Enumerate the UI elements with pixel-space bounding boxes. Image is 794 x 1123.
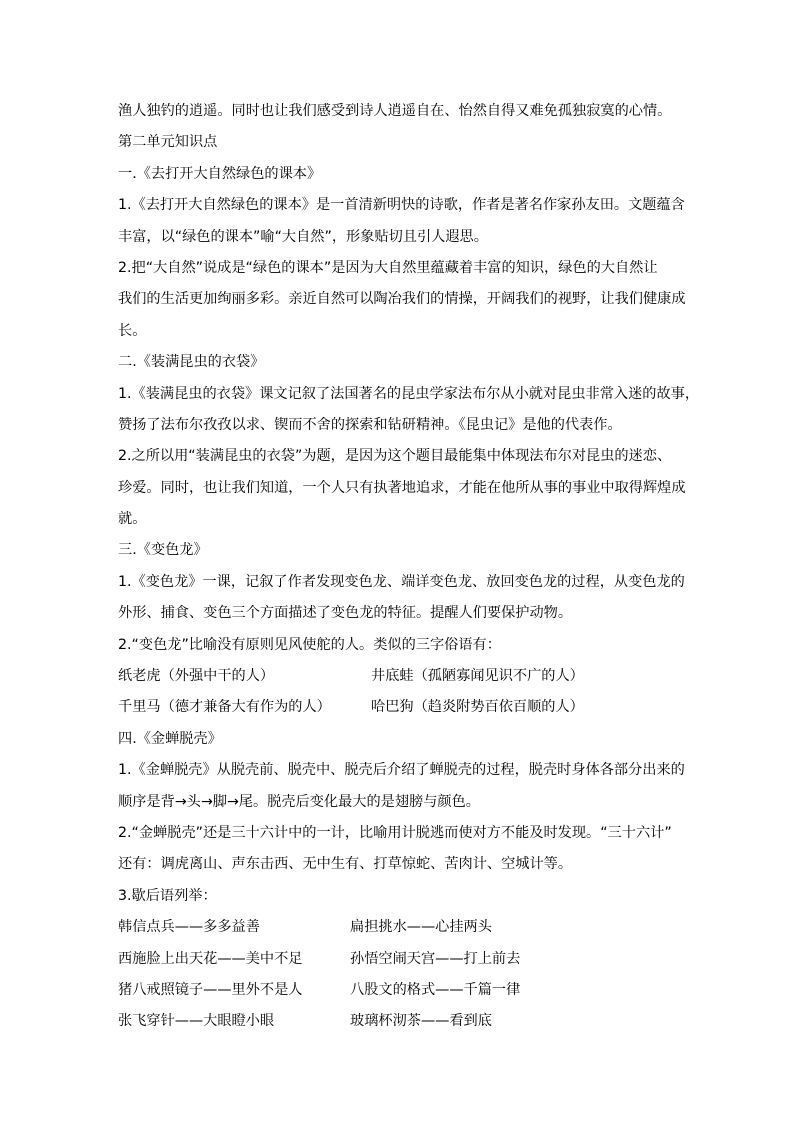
proverb-right: 扁担挑水——心挂两头 <box>350 919 492 936</box>
paragraph-line: 顺序是背→头→脚→尾。脱壳后变化最大的是翅膀与颜色。 <box>118 793 480 810</box>
paragraph-line: 2.之所以用“装满昆虫的衣袋”为题，是因为这个题目最能集中体现法布尔对昆虫的迷恋、 <box>118 448 672 465</box>
idiom-left: 千里马（德才兼备大有作为的人） <box>118 699 331 716</box>
section-heading-4: 四.《金蝉脱壳》 <box>118 730 222 747</box>
paragraph-line: 1.《装满昆虫的衣袋》课文记叙了法国著名的昆虫学家法布尔从小就对昆虫非常入迷的故事， <box>118 385 700 402</box>
unit-heading: 第二单元知识点 <box>118 134 218 151</box>
paragraph-line: 3.歇后语列举： <box>118 887 217 904</box>
section-heading-2: 二.《装满昆虫的衣袋》 <box>118 354 265 371</box>
paragraph-line: 赞扬了法布尔孜孜以求、锲而不舍的探索和钻研精神。《昆虫记》是他的代表作。 <box>118 416 622 433</box>
paragraph-line: 珍爱。同时，也让我们知道，一个人只有执著地追求，才能在他所从事的事业中取得辉煌成 <box>118 479 686 496</box>
proverb-right: 八股文的格式——千篇一律 <box>350 981 521 998</box>
proverb-left: 西施脸上出天花——美中不足 <box>118 950 303 967</box>
section-heading-1: 一.《去打开大自然绿色的课本》 <box>118 165 322 182</box>
idiom-left: 纸老虎（外强中干的人） <box>118 668 275 685</box>
proverb-right: 玻璃杯沏茶——看到底 <box>350 1013 492 1030</box>
proverb-row <box>118 912 680 943</box>
page-content <box>118 96 700 1038</box>
paragraph-line: 2.“金蝉脱壳”还是三十六计中的一计，比喻用计脱逃而使对方不能及时发现。“三十六计” <box>118 824 672 841</box>
paragraph-line: 2.把“大自然”说成是“绿色的课本”是因为大自然里蕴藏着丰富的知识，绿色的大自然让 <box>118 259 658 276</box>
idiom-row <box>118 661 680 692</box>
proverb-left: 韩信点兵——多多益善 <box>118 919 260 936</box>
proverb-left: 张飞穿针——大眼瞪小眼 <box>118 1013 275 1030</box>
paragraph-line: 丰富，以“绿色的课本”喻“大自然”，形象贴切且引人遐思。 <box>118 228 488 245</box>
paragraph-line: 2.“变色龙”比喻没有原则见风使舵的人。类似的三字俗语有： <box>118 636 501 653</box>
proverb-row <box>118 975 680 1006</box>
paragraph-line: 就。 <box>118 511 147 528</box>
paragraph-line: 外形、捕食、变色三个方面描述了变色龙的特征。提醒人们要保护动物。 <box>118 605 573 622</box>
proverb-right: 孙悟空闹天宫——打上前去 <box>350 950 521 967</box>
paragraph-line: 渔人独钓的逍遥。同时也让我们感受到诗人逍遥自在、怡然自得又难免孤独寂寞的心情。 <box>118 103 672 119</box>
paragraph-line: 我们的生活更加绚丽多彩。亲近自然可以陶冶我们的情操，开阔我们的视野，让我们健康成 <box>118 291 686 308</box>
proverb-row <box>118 944 680 975</box>
paragraph-line: 还有：调虎离山、声东击西、无中生有、打草惊蛇、苦肉计、空城计等。 <box>118 856 573 873</box>
idiom-right: 井底蛙（孤陋寡闻见识不广的人） <box>371 668 584 685</box>
idiom-row <box>118 692 680 723</box>
paragraph-line: 1.《变色龙》一课，记叙了作者发现变色龙、端详变色龙、放回变色龙的过程，从变色龙的 <box>118 573 685 590</box>
proverb-left: 猪八戒照镜子——里外不是人 <box>118 981 303 998</box>
paragraph-line: 1.《金蝉脱壳》从脱壳前、脱壳中、脱壳后介绍了蝉脱壳的过程，脱壳时身体各部分出来的 <box>118 762 685 779</box>
proverb-row <box>118 1006 680 1037</box>
section-heading-3: 三.《变色龙》 <box>118 542 208 559</box>
idiom-right: 哈巴狗（趋炎附势百依百顺的人） <box>371 699 584 716</box>
paragraph-line: 1.《去打开大自然绿色的课本》是一首清新明快的诗歌，作者是著名作家孙友田。文题蕴含 <box>118 197 685 214</box>
paragraph-line: 长。 <box>118 322 147 339</box>
